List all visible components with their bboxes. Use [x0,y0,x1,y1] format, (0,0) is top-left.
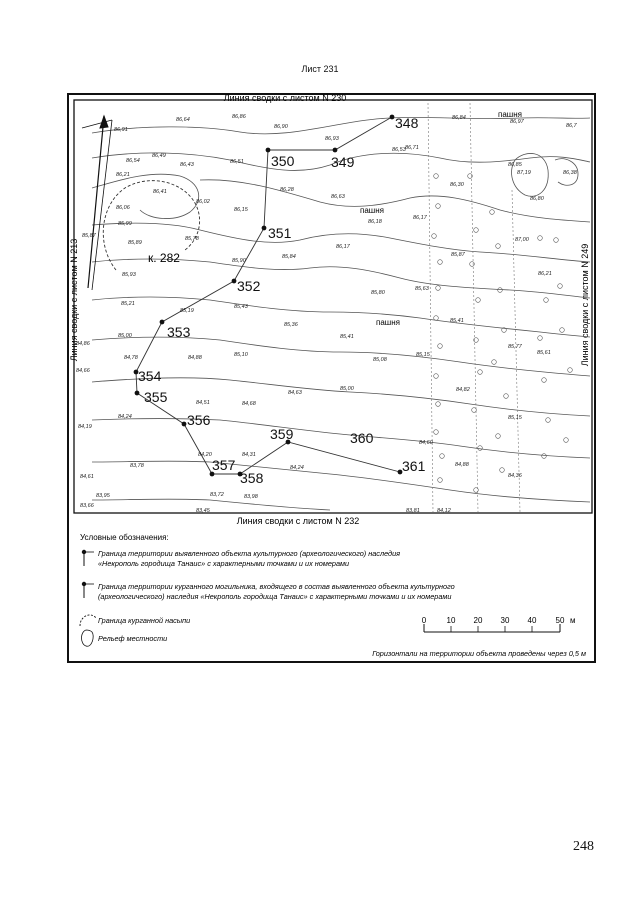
terrain-circle [554,238,559,243]
scale-tick-10: 10 [446,616,456,625]
scale-bar [422,616,576,632]
terrain-circle [474,228,479,233]
spot-elevation: 85,36 [284,322,298,328]
spot-elevation: 86,90 [274,124,288,130]
spot-elevation: 86,28 [280,187,294,193]
terrain-circle [476,298,481,303]
spot-elevation: 86,54 [126,158,140,164]
terrain-circle [542,454,547,459]
spot-elevation: 84,20 [198,452,212,458]
spot-elevations [76,114,578,514]
terrain-circle [496,434,501,439]
scale-tick-50: 50 [555,616,565,625]
point-label-352: 352 [237,278,261,294]
spot-elevation: 85,10 [234,352,248,358]
terrain-circle [568,368,573,373]
spot-elevation: 86,80 [530,196,544,202]
spot-elevation: 86,64 [176,117,190,123]
legend-title: Условные обозначения: [80,533,169,542]
point-label-357: 357 [212,457,236,473]
spot-elevation: 85,61 [537,350,551,356]
spot-elevation: 86,51 [230,159,244,165]
spot-elevation: 86,91 [114,127,128,133]
edge-label-bottom: Линия сводки с листом N 232 [236,516,360,526]
terrain-circle [560,328,565,333]
spot-elevation: 83,72 [210,492,224,498]
spot-elevation: 86,63 [331,194,345,200]
spot-elevation: 85,21 [121,301,135,307]
spot-elevation: 85,00 [118,333,132,339]
spot-elevation: 86,18 [368,219,382,225]
point-label-355: 355 [144,389,168,405]
spot-elevation: 85,89 [128,240,142,246]
contour-lines [92,117,590,510]
spot-elevation: 86,85 [508,162,522,168]
spot-elevation: 85,43 [234,304,248,310]
spot-elevation: 85,87 [451,252,465,258]
spot-elevation: 86,71 [405,145,419,151]
point-label-359: 359 [270,426,294,442]
terrain-circle [500,468,505,473]
spot-elevation: 86,06 [116,205,130,211]
spot-elevation: 85,90 [232,258,246,264]
terrain-circle [478,446,483,451]
spot-elevation: 84,63 [288,390,302,396]
spot-elevation: 85,15 [416,352,430,358]
spot-elevation: 86,93 [325,136,339,142]
terrain-circle [546,418,551,423]
point-label-351: 351 [268,225,292,241]
spot-elevation: 85,99 [118,221,132,227]
spot-elevation: 83,98 [244,494,258,500]
spot-elevation: 86,7 [566,123,577,129]
spot-elevation: 86,17 [336,244,350,250]
page-number: 248 [573,839,594,854]
scale-tick-40: 40 [527,616,537,625]
spot-elevation: 86,41 [153,189,167,195]
boundary-point-markers [134,115,403,477]
cultural-heritage-boundary [136,117,400,474]
spot-elevation: 84,31 [242,452,256,458]
point-label-348: 348 [395,115,419,131]
spot-elevation: 83,78 [130,463,144,469]
terrain-circle [496,244,501,249]
spot-elevation: 85,78 [185,236,199,242]
field-label-3: пашня [498,110,522,119]
spot-elevation: 83,81 [406,508,420,514]
kurgan-label: к. 282 [148,251,180,265]
spot-elevation: 86,84 [452,115,466,121]
spot-elevation: 84,51 [196,400,210,406]
north-arrow [82,116,112,290]
legend-item1-line1: Граница территории выявленного объекта культурного (археологического) наследия [98,549,401,558]
terrain-circle [490,210,495,215]
terrain-circle [538,236,543,241]
terrain-circle [542,378,547,383]
spot-elevation: 85,41 [340,334,354,340]
terrain-circle [438,478,443,483]
point-label-360: 360 [350,430,374,446]
point-label-353: 353 [167,324,191,340]
terrain-circle [498,288,503,293]
spot-elevation: 84,82 [456,387,470,393]
spot-elevation: 84,12 [437,508,451,514]
terrain-circle [438,344,443,349]
sheet-title: Лист 231 [301,64,339,74]
spot-elevation: 87,00 [515,237,529,243]
spot-elevation: 86,21 [538,271,552,277]
spot-elevation: 84,36 [508,473,522,479]
terrain-circle [558,284,563,289]
legend-item4: Рельеф местности [98,634,168,643]
scale-tick-20: 20 [473,616,483,625]
spot-elevation: 86,86 [232,114,246,120]
spot-elevation: 85,87 [82,233,96,239]
boundary-point-labels [138,115,426,486]
point-label-350: 350 [271,153,295,169]
point-label-354: 354 [138,368,162,384]
spot-elevation: 86,97 [510,119,524,125]
spot-elevation: 85,19 [180,308,194,314]
scale-tick-0: 0 [421,616,427,625]
legend-item1-line2: «Некрополь городища Танаис» с характерными точками и их номерами [98,559,350,568]
spot-elevation: 84,88 [188,355,202,361]
contour-interval-note: Горизонтали на территории объекта проведены через 0,5 м [372,649,586,658]
spot-elevation: 83,66 [80,503,94,509]
spot-elevation: 84,78 [124,355,138,361]
legend-item-kurgan [80,615,190,626]
spot-elevation: 84,61 [80,474,94,480]
terrain-circle [438,260,443,265]
spot-elevation: 84,24 [290,465,304,471]
spot-elevation: 85,80 [371,290,385,296]
spot-elevation: 86,17 [413,215,427,221]
spot-elevation: 84,60 [419,440,433,446]
terrain-circle [538,336,543,341]
spot-elevation: 84,88 [455,462,469,468]
spot-elevation: 84,19 [78,424,92,430]
terrain-circle [434,174,439,179]
spot-elevation: 84,86 [76,341,90,347]
spot-elevation: 86,38 [563,170,577,176]
legend-item-heritage-boundary [82,549,400,568]
spot-elevation: 86,53 [392,147,406,153]
spot-elevation: 84,68 [242,401,256,407]
terrain-circle [434,374,439,379]
spot-elevation: 84,66 [76,368,90,374]
terrain-circle [544,298,549,303]
spot-elevation: 85,77 [508,344,522,350]
edge-label-left: Линия сводки с листом N 213 [69,238,79,362]
field-label-1: пашня [360,206,384,215]
terrain-circle [440,454,445,459]
point-label-356: 356 [187,412,211,428]
spot-elevation: 85,93 [122,272,136,278]
scale-tick-30: 30 [500,616,510,625]
terrain-circle [436,286,441,291]
spot-elevation: 86,43 [180,162,194,168]
spot-elevation: 85,00 [340,386,354,392]
point-label-361: 361 [402,458,426,474]
spot-elevation: 86,30 [450,182,464,188]
terrain-circle [436,204,441,209]
terrain-circle [474,488,479,493]
spot-elevation: 86,49 [152,153,166,159]
edge-label-right: Линия сводки с листом N 249 [580,243,590,367]
legend-item-burial-boundary [82,582,455,601]
edge-label-top: Линия сводки с листом N 230 [223,93,347,103]
terrain-circle [434,430,439,435]
spot-elevation: 83,45 [196,508,210,514]
terrain-circle [504,394,509,399]
spot-elevation: 85,84 [282,254,296,260]
terrain-circle [478,370,483,375]
point-label-358: 358 [240,470,264,486]
field-label-2: пашня [376,318,400,327]
spot-elevation: 83,95 [96,493,110,499]
terrain-circle [492,360,497,365]
legend-item3: Граница курганной насыпи [98,616,191,625]
terrain-circle [432,234,437,239]
legend-item-relief [82,630,168,646]
terrain-circle [472,408,477,413]
spot-elevation: 85,15 [508,415,522,421]
terrain-circle [470,262,475,267]
spot-elevation: 85,08 [373,357,387,363]
spot-elevation: 85,63 [415,286,429,292]
spot-elevation: 86,15 [234,207,248,213]
legend-item2-line2: (археологического) наследия «Некрополь городища Танаис» с характерными точками и их номерами [98,592,452,601]
spot-elevation: 84,24 [118,414,132,420]
terrain-circle [436,402,441,407]
terrain-circle [434,316,439,321]
spot-elevation: 87,19 [517,170,531,176]
spot-elevation: 86,21 [116,172,130,178]
field-edges [428,103,520,512]
legend-item2-line1: Граница территории курганного могильника, входящего в состав выявленного объекта культурного [98,582,455,591]
spot-elevation: 85,41 [450,318,464,324]
spot-elevation: 86,02 [196,199,210,205]
terrain-circle [564,438,569,443]
point-label-349: 349 [331,154,355,170]
scale-unit: м [570,616,576,625]
